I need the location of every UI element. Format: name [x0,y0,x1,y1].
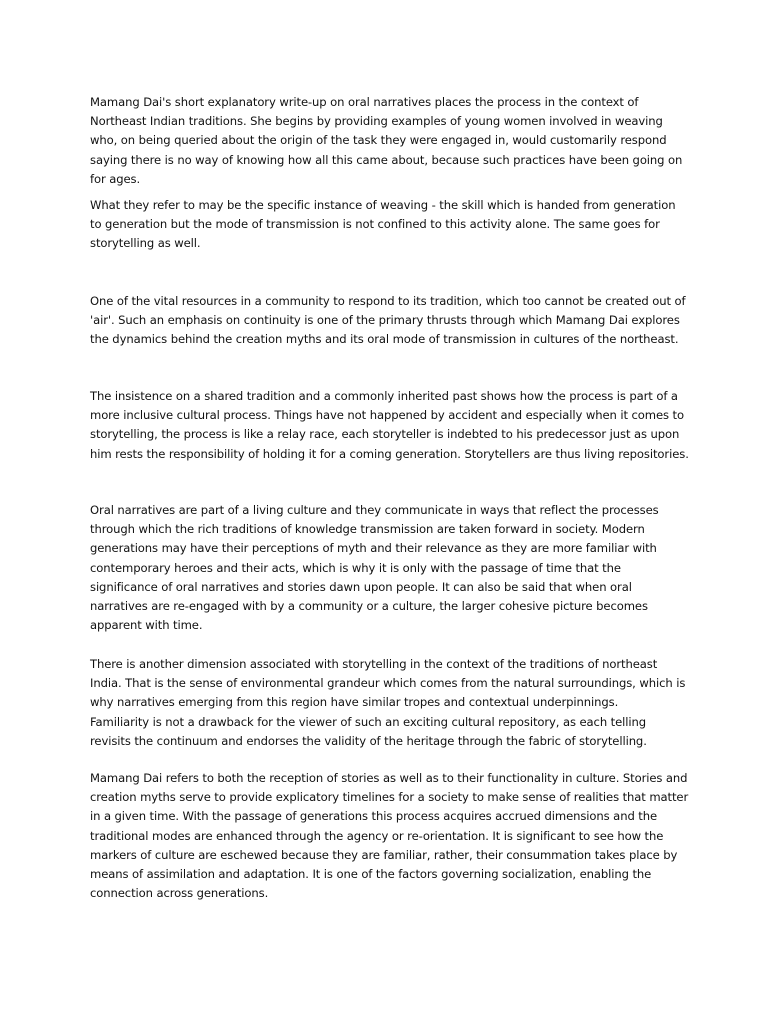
paragraph-reception-and-functionality: Mamang Dai refers to both the reception of stories as well as to their functionality in culture. Stories and creation myths serve to provide explicatory timelines for a society to make sense of realities that matter in a given time. With the passage of generations this process acquires accrued dimensions and the traditional modes are enhanced through the agency or re-orientation. It is significant to see how the markers of culture are eschewed because they are familiar, rather, their consummation takes place by means of assimilation and adaptation. It is one of the factors governing socialization, enabling the connection across generations. [90,771,689,901]
paragraph-environmental-grandeur: There is another dimension associated with storytelling in the context of the traditions of northeast India. That is the sense of environmental grandeur which comes from the natural surroundings, which is why narratives emerging from this region have similar tropes and contextual underpinnings. [90,657,686,710]
paragraph-living-culture: Oral narratives are part of a living culture and they communicate in ways that reflect the processes through which the rich traditions of knowledge transmission are taken forward in society. Modern generations may have their perceptions of myth and their relevance as they are more familiar with contemporary heroes and their acts, which is why it is only with the passage of time that the significance of oral narratives and stories dawn upon people. It can also be said that when oral narratives are re-engaged with by a community or a culture, the larger cohesive picture becomes apparent with time. [90,503,659,633]
paragraph-shared-tradition: The insistence on a shared tradition and a commonly inherited past shows how the process is part of a more inclusive cultural process. Things have not happened by accident and especially when it comes to storytelling, the process is like a relay race, each storyteller is indebted to his predecessor just as upon him rests the responsibility of holding it for a coming generation. Storytellers are thus living repositories. [90,389,689,461]
paragraph-continuity: One of the vital resources in a community to respond to its tradition, which too cannot be created out of 'air'. Such an emphasis on continuity is one of the primary thrusts through which Mamang Dai explores the dynamics behind the creation myths and its oral mode of transmission in cultures of the northeast. [90,294,686,347]
paragraph-weaving-origins: Mamang Dai's short explanatory write-up on oral narratives places the process in the context of Northeast Indian traditions. She begins by providing examples of young women involved in weaving who, on being queried about the origin of the task they were engaged in, would customarily respond saying there is no way of knowing how all this came about, because such practices have been going on for ages. [90,95,683,186]
paragraph-familiarity: Familiarity is not a drawback for the viewer of such an exciting cultural repository, as each telling revisits the continuum and endorses the validity of the heritage through the fabric of storytelling. [90,715,647,749]
paragraph-mode-of-transmission: What they refer to may be the specific instance of weaving - the skill which is handed from generation to generation but the mode of transmission is not confined to this activity alone. The same goes for storytelling as well. [90,198,676,251]
